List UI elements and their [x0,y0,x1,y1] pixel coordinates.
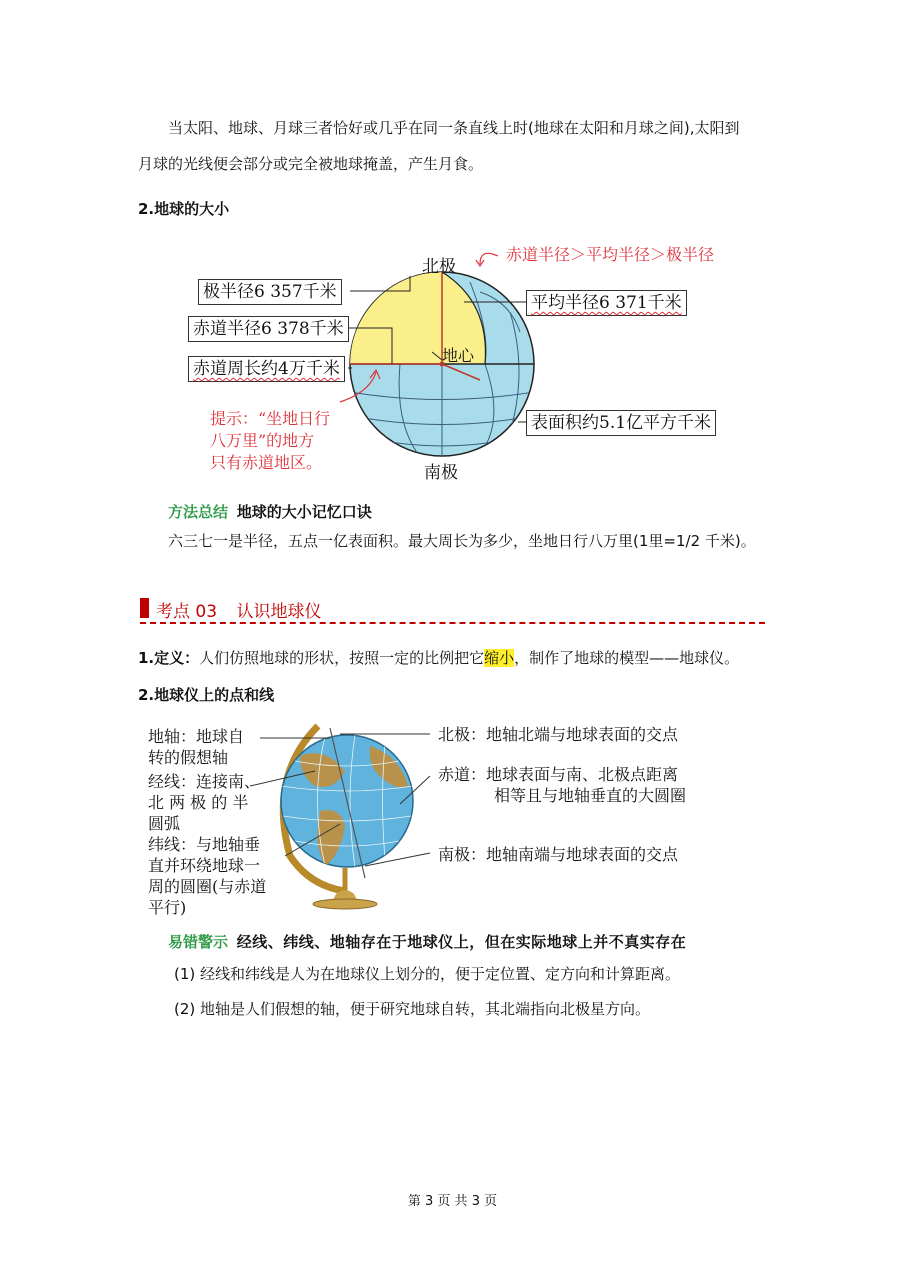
tip-note [210,408,330,474]
parallel-label-line-2: 直并环绕地球一 [148,856,261,875]
section-label: 考点 03 [156,602,218,622]
tip-line-2: 八万里”的地方 [210,431,315,450]
axis-label-line-2: 转的假想轴 [148,748,229,767]
section-divider [140,622,765,624]
mean-radius-box [526,290,687,316]
equatorial-radius-box: 赤道半径6 378千米 [188,316,349,342]
parallel-label-line-3: 周的圆圈(与赤道 [148,877,267,896]
warning-item-1: (1) 经线和纬线是人为在地球仪上划分的，便于定位置、定方向和计算距离。 [174,965,681,983]
north-pole-definition: 北极：地轴北端与地球表面的交点 [438,725,679,744]
surface-area-box: 表面积约5.1亿平方千米 [526,410,716,436]
equatorial-circumference-box [188,356,345,382]
warning-tag: 易错警示 [168,933,229,951]
method-summary-heading [168,502,372,522]
radius-comparison-note: 赤道半径＞平均半径＞极半径 [506,245,715,264]
parallel-label [148,834,266,918]
section-header [156,597,321,622]
heading-earth-size: 2.地球的大小 [138,200,230,218]
south-pole-label: 南极 [424,463,458,483]
axis-label [148,726,244,768]
section-marker [140,598,149,618]
definition-before: 人们仿照地球的形状，按照一定的比例把它 [199,649,485,667]
equator-definition [438,764,686,806]
equator-definition-line-2: 相等且与地轴垂直的大圆圈 [494,786,687,805]
earth-center-label: 地心 [442,346,475,365]
eclipse-paragraph-line2: 月球的光线便会部分或完全被地球掩盖，产生月食。 [138,155,484,173]
method-summary-body: 六三七一是半径，五点一亿表面积。最大周长为多少，坐地日行八万里(1里=1/2 千米)。 [168,532,756,550]
meridian-label-line-3: 圆弧 [148,814,181,833]
meridian-label [148,771,260,834]
definition-lead: 1.定义： [138,649,200,667]
method-summary-tag: 方法总结 [168,503,229,521]
eclipse-paragraph-line1: 当太阳、地球、月球三者恰好或几乎在同一条直线上时(地球在太阳和月球之间),太阳到 [168,119,740,137]
polar-radius-box: 极半径6 357千米 [198,279,342,305]
parallel-label-line-1: 纬线：与地轴垂 [148,835,261,854]
meridian-label-line-2: 北 两 极 的 半 [148,793,249,812]
meridian-label-line-1: 经线：连接南、 [148,772,261,791]
mean-radius-text: 平均半径6 371千米 [531,293,682,313]
method-summary-title: 地球的大小记忆口诀 [236,503,372,521]
equatorial-circumference-text: 赤道周长约4万千米 [193,359,340,379]
warning-title: 经线、纬线、地轴存在于地球仪上，但在实际地球上并不真实存在 [236,933,687,951]
tip-line-1: 提示：“坐地日行 [210,409,331,428]
definition-highlight: 缩小 [484,649,515,667]
section-title: 认识地球仪 [236,602,322,622]
equator-definition-line-1: 赤道：地球表面与南、北极点距离 [438,765,679,784]
heading-globe-points-lines: 2.地球仪上的点和线 [138,686,275,704]
north-pole-label: 北极 [422,257,456,277]
parallel-label-line-4: 平行) [148,898,187,917]
definition-after: ，制作了地球的模型——地球仪。 [514,649,740,667]
axis-label-line-1: 地轴：地球自 [148,727,245,746]
globe-figure [140,716,740,916]
tip-line-3: 只有赤道地区。 [210,453,323,472]
south-pole-definition: 南极：地轴南端与地球表面的交点 [438,845,679,864]
earth-size-figure [180,232,770,484]
definition-line [138,648,739,668]
warning-heading [168,932,686,952]
page-footer: 第 3 页 共 3 页 [407,1194,498,1209]
warning-item-2: (2) 地轴是人们假想的轴，便于研究地球自转，其北端指向北极星方向。 [174,1000,651,1018]
